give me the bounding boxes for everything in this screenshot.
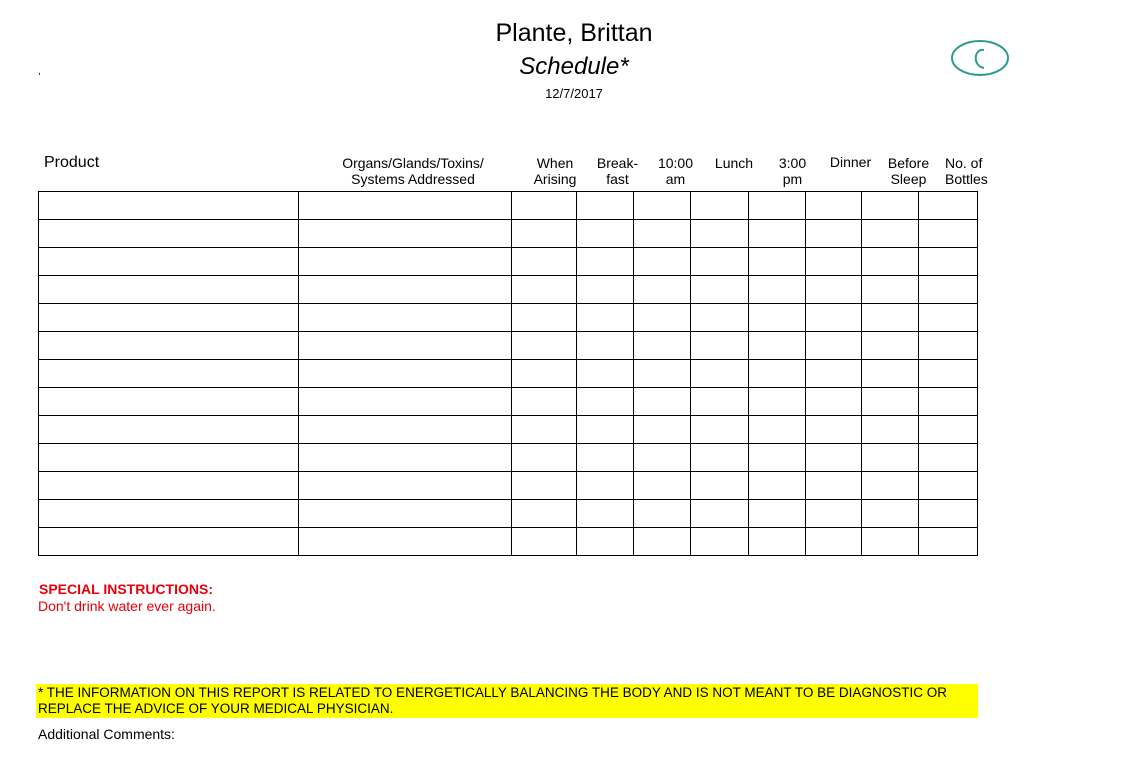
table-cell (511, 360, 577, 388)
table-cell (862, 192, 919, 220)
table-cell (299, 248, 511, 276)
table-row (39, 472, 978, 500)
table-cell (805, 388, 862, 416)
table-cell (691, 500, 749, 528)
table-cell (805, 444, 862, 472)
table-row (39, 192, 978, 220)
column-header-organs: Organs/Glands/Toxins/ Systems Addressed (342, 155, 484, 187)
table-cell (511, 192, 577, 220)
table-cell (862, 472, 919, 500)
table-cell (39, 332, 299, 360)
table-cell (748, 416, 805, 444)
table-cell (299, 388, 511, 416)
table-cell (748, 332, 805, 360)
table-cell (805, 360, 862, 388)
table-cell (39, 220, 299, 248)
table-cell (511, 248, 577, 276)
table-cell (805, 248, 862, 276)
table-cell (919, 388, 978, 416)
table-cell (39, 276, 299, 304)
table-cell (691, 528, 749, 556)
table-cell (577, 388, 634, 416)
table-cell (39, 388, 299, 416)
table-cell (299, 444, 511, 472)
table-cell (634, 444, 691, 472)
table-cell (919, 332, 978, 360)
table-cell (919, 472, 978, 500)
table-cell (691, 416, 749, 444)
table-cell (511, 472, 577, 500)
table-cell (299, 528, 511, 556)
table-cell (748, 528, 805, 556)
table-cell (39, 444, 299, 472)
table-cell (511, 304, 577, 332)
table-cell (577, 220, 634, 248)
table-cell (511, 388, 577, 416)
table-cell (691, 472, 749, 500)
table-row (39, 332, 978, 360)
table-cell (691, 388, 749, 416)
table-cell (511, 220, 577, 248)
patient-name: Plante, Brittan (495, 19, 653, 47)
table-cell (919, 248, 978, 276)
table-cell (691, 444, 749, 472)
table-cell (919, 192, 978, 220)
teal-swoosh-logo-icon (946, 38, 986, 87)
table-cell (691, 332, 749, 360)
document-title: Schedule* (519, 53, 629, 80)
table-row (39, 248, 978, 276)
table-cell (39, 304, 299, 332)
table-cell (862, 304, 919, 332)
table-cell (748, 276, 805, 304)
table-cell (39, 360, 299, 388)
table-cell (634, 332, 691, 360)
table-cell (805, 332, 862, 360)
table-cell (691, 304, 749, 332)
table-cell (577, 276, 634, 304)
table-cell (634, 192, 691, 220)
table-cell (919, 276, 978, 304)
table-cell (299, 360, 511, 388)
table-cell (577, 248, 634, 276)
stray-mark: , (38, 66, 41, 77)
column-header-product: Product (44, 154, 100, 171)
table-cell (691, 220, 749, 248)
table-cell (805, 416, 862, 444)
table-cell (748, 304, 805, 332)
table-cell (805, 528, 862, 556)
table-cell (862, 276, 919, 304)
table-cell (634, 304, 691, 332)
table-cell (299, 500, 511, 528)
table-cell (511, 500, 577, 528)
table-cell (634, 248, 691, 276)
table-cell (577, 192, 634, 220)
table-cell (919, 528, 978, 556)
table-cell (577, 416, 634, 444)
table-cell (862, 360, 919, 388)
table-cell (634, 472, 691, 500)
table-cell (805, 304, 862, 332)
table-cell (919, 416, 978, 444)
table-cell (862, 248, 919, 276)
table-cell (39, 248, 299, 276)
table-row (39, 500, 978, 528)
table-cell (511, 332, 577, 360)
table-cell (748, 388, 805, 416)
document-date: 12/7/2017 (545, 86, 603, 101)
table-cell (511, 444, 577, 472)
table-cell (919, 500, 978, 528)
table-cell (919, 360, 978, 388)
column-header-dinner: Dinner (829, 154, 872, 170)
table-cell (577, 332, 634, 360)
special-instructions-text: Don't drink water ever again. (38, 598, 216, 614)
table-cell (805, 472, 862, 500)
table-cell (577, 528, 634, 556)
table-cell (691, 192, 749, 220)
table-cell (39, 416, 299, 444)
table-cell (805, 276, 862, 304)
table-cell (511, 276, 577, 304)
table-cell (39, 192, 299, 220)
table-cell (748, 220, 805, 248)
table-cell (748, 248, 805, 276)
table-cell (634, 528, 691, 556)
table-row (39, 276, 978, 304)
table-cell (862, 388, 919, 416)
column-header-before-sleep: Before Sleep (887, 155, 930, 187)
table-cell (299, 304, 511, 332)
table-cell (634, 276, 691, 304)
table-cell (634, 416, 691, 444)
special-instructions-label: SPECIAL INSTRUCTIONS: (39, 581, 213, 597)
table-cell (39, 472, 299, 500)
table-cell (862, 416, 919, 444)
table-row (39, 416, 978, 444)
table-cell (748, 472, 805, 500)
table-cell (862, 332, 919, 360)
column-header-when-arising: When Arising (533, 155, 577, 187)
table-cell (634, 500, 691, 528)
table-cell (919, 220, 978, 248)
table-cell (862, 444, 919, 472)
column-header-3pm: 3:00 pm (778, 155, 807, 187)
table-cell (634, 388, 691, 416)
table-cell (39, 500, 299, 528)
table-cell (748, 500, 805, 528)
table-row (39, 528, 978, 556)
table-cell (299, 220, 511, 248)
table-cell (511, 528, 577, 556)
column-header-breakfast: Break- fast (596, 155, 639, 187)
table-row (39, 304, 978, 332)
table-cell (299, 192, 511, 220)
table-cell (748, 360, 805, 388)
table-cell (748, 192, 805, 220)
table-cell (299, 276, 511, 304)
table-cell (805, 220, 862, 248)
column-header-10am: 10:00 am (657, 155, 694, 187)
schedule-table (38, 191, 978, 556)
table-cell (299, 332, 511, 360)
table-cell (299, 472, 511, 500)
table-cell (862, 220, 919, 248)
table-cell (862, 500, 919, 528)
table-cell (511, 416, 577, 444)
table-cell (577, 444, 634, 472)
table-row (39, 388, 978, 416)
table-cell (919, 304, 978, 332)
table-cell (577, 304, 634, 332)
table-cell (634, 360, 691, 388)
column-header-lunch: Lunch (714, 155, 754, 171)
table-cell (299, 416, 511, 444)
table-cell (862, 528, 919, 556)
table-cell (919, 444, 978, 472)
table-cell (577, 500, 634, 528)
table-cell (805, 192, 862, 220)
table-cell (577, 472, 634, 500)
table-cell (691, 360, 749, 388)
disclaimer-banner: * THE INFORMATION ON THIS REPORT IS RELATED TO ENERGETICALLY BALANCING THE BODY AND IS NOT MEANT TO BE DIAGNOSTIC OR REPLACE THE ADVICE OF YOUR MEDICAL PHYSICIAN. (36, 684, 978, 718)
table-cell (39, 528, 299, 556)
table-cell (805, 500, 862, 528)
table-cell (691, 276, 749, 304)
table-cell (634, 220, 691, 248)
table-cell (691, 248, 749, 276)
table-row (39, 220, 978, 248)
additional-comments-label: Additional Comments: (38, 726, 175, 742)
table-cell (748, 444, 805, 472)
table-row (39, 444, 978, 472)
table-cell (577, 360, 634, 388)
column-header-bottles: No. of Bottles (945, 155, 988, 187)
table-row (39, 360, 978, 388)
